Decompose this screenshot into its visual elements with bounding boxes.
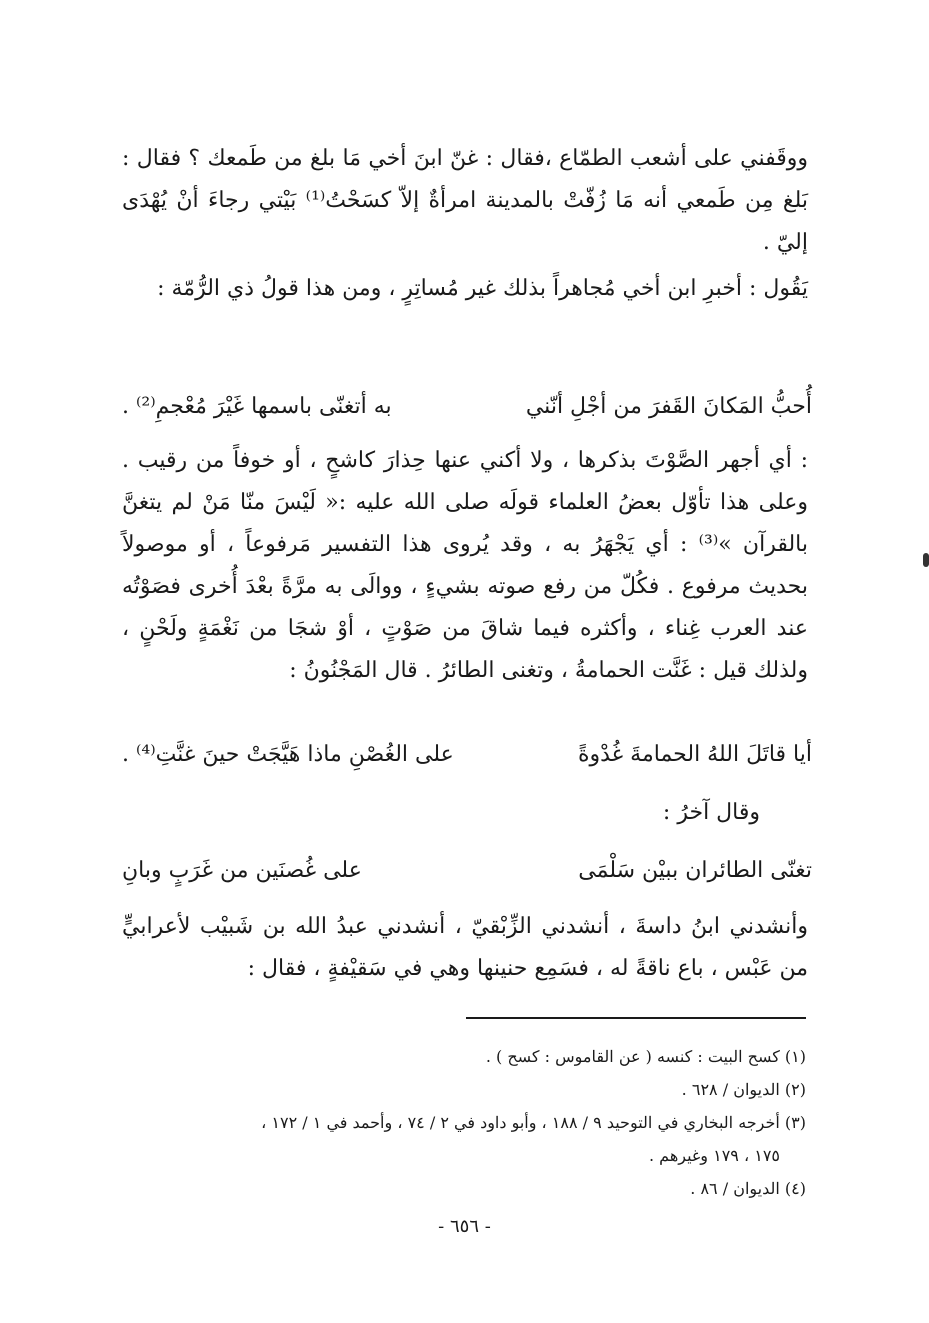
verse-1 — [122, 384, 812, 430]
page-number: - ٦٥٦ - — [438, 1216, 491, 1237]
paragraph-another-said: وقال آخرُ : — [662, 800, 760, 825]
paragraph-ibn-dasa: وأنشدني ابنُ داسةَ ، أنشدني الزِّبْقيّ ، أنشدني عبدُ الله بن شَبيْب لأعرابيٍّ من عَبْس ، باع ناقةً له ، فسَمِع حنينها وهي في سَقيْفةٍ ، فقال : — [122, 914, 808, 981]
verse-3 — [122, 848, 812, 894]
paragraph-ashab: ووقَفني على أشعب الطمّاع ،فقال : غنّ ابنَ أخي مَا بلغ من طَمعك ؟ فقال : بَلغ مِن طَمعي أنه مَا زُفّتْ بالمدينة امرأةٌ إلاّ كسَحْتُ⁽¹⁾ بَيْتي رجاءَ أنْ يُهْدَى إليّ . — [122, 146, 808, 255]
verse-2-second-hemistich: على الغُصْنِ ماذا هَيَّجَتْ حينَ غنَّتِ⁽⁴⁾ . — [122, 742, 454, 767]
body-text-block-2 — [122, 440, 808, 692]
body-text-block-3 — [122, 792, 808, 834]
footnotes — [128, 1040, 806, 1205]
footnote-3: (٣) أخرجه البخاري في التوحيد ٩ / ١٨٨ ، وأبو داود في ٢ / ٧٤ ، وأحمد في ١ / ١٧٢ ، — [261, 1113, 806, 1132]
paragraph-explanation: : أي أجهر الصَّوْتَ بذكرها ، ولا أكني عنها حِذارَ كاشحٍ ، أو خوفاً من رقيب . وعلى هذا تأوّل بعضُ العلماء قولَه صلى الله عليه :« لَيْسَ منّا مَنْ لم يتغنَّ بالقرآن »⁽³⁾ : أي يَجْهَرُ به ، وقد يُروى هذا التفسير مَرفوعاً ، أو موصولاً بحديث مرفوع . فكُلّ من رفع صوته بشيءٍ ، ووالَى به مرَّةً بعْدَ أُخرى فصَوْتُه عند العرب غِناء ، وأكثره فيما شاقَ من صَوْتٍ ، أوْ شجَا من نَغْمَةٍ ولَحْنٍ ، ولذلك قيل : غَنَّت الحمامةُ ، وتغنى الطائرُ . قال المَجْنُونُ : — [122, 448, 809, 683]
verse-3-first-hemistich: تغنّى الطائران ببيْن سَلْمَى — [578, 858, 812, 883]
footnote-separator — [466, 1017, 806, 1019]
footnote-4: (٤) الديوان / ٨٦ . — [690, 1179, 806, 1198]
margin-speck — [923, 553, 929, 567]
footnote-2: (٢) الديوان / ٦٢٨ . — [681, 1080, 806, 1099]
verse-3-second-hemistich: على غُصنَين من غَرَبٍ وبانِ — [122, 858, 362, 883]
verse-2 — [122, 732, 812, 778]
footnote-1: (١) كسح البيت : كنسه ( عن القاموس : كسح ) . — [485, 1047, 806, 1066]
body-text-block-4 — [122, 906, 808, 990]
verse-1-second-hemistich: به أتغنّى باسمها غَيْرَ مُعْجمِ⁽²⁾ . — [122, 394, 392, 419]
verse-2-first-hemistich: أيا قاتَلَ اللهُ الحمامةَ غُدْوةً — [577, 742, 812, 767]
paragraph-dhu-al-rumma-intro: يَقُول : أخبرِ ابن أخي مُجاهراً بذلك غير مُساتِرٍ ، ومن هذا قولُ ذي الرُّمّة : — [157, 276, 808, 301]
footnote-3-continued: ١٧٥ ، ١٧٩ وغيرهم . — [649, 1146, 780, 1165]
verse-1-first-hemistich: أُحبُّ المَكانَ القَفرَ من أجْلِ أنّني — [525, 394, 812, 419]
body-text-block-1 — [122, 138, 808, 310]
